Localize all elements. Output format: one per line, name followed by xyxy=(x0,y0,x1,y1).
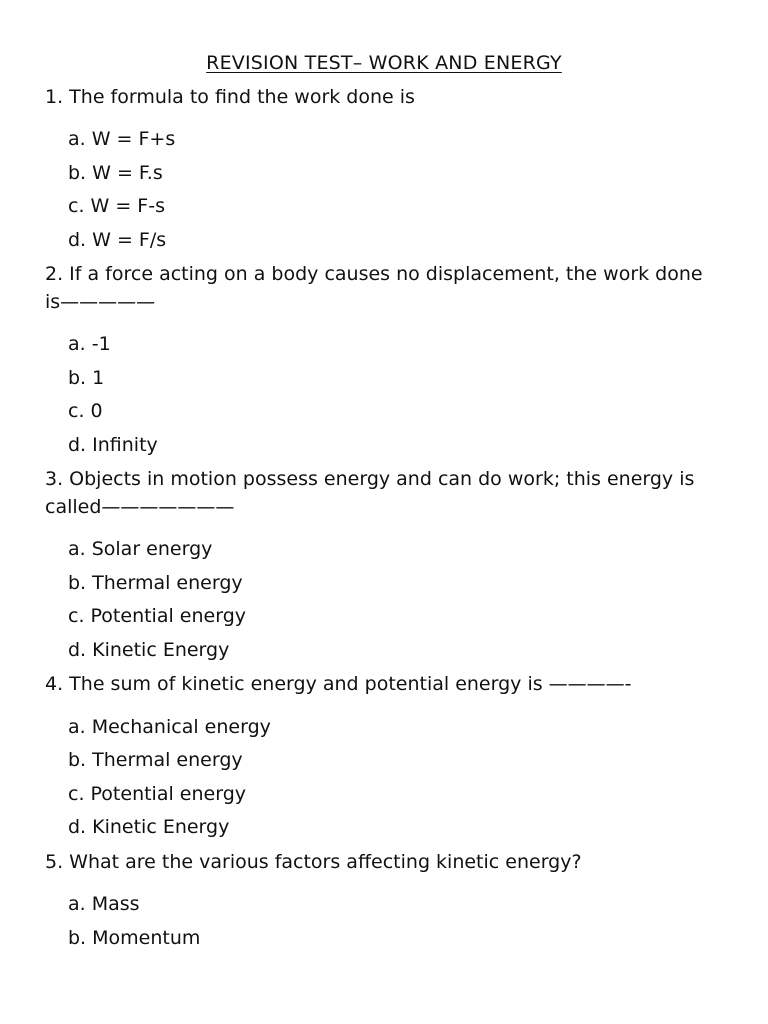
option-list xyxy=(45,888,723,955)
option-b: b. 1 xyxy=(68,366,105,389)
question-4 xyxy=(45,671,723,845)
question-3 xyxy=(45,466,723,667)
question-5 xyxy=(45,849,723,956)
option-a: a. Solar energy xyxy=(68,538,213,561)
option-b: b. W = F.s xyxy=(68,161,163,184)
option-d: d. Infinity xyxy=(68,433,158,456)
option-d: d. W = F/s xyxy=(68,228,167,251)
option-a: a. -1 xyxy=(68,333,111,356)
option-list xyxy=(45,328,723,462)
option-c: c. Potential energy xyxy=(68,782,247,805)
question-text: 3. Objects in motion possess energy and can do work; this energy is called——————— xyxy=(45,468,695,518)
option-d: d. Kinetic Energy xyxy=(68,816,230,839)
option-b: b. Thermal energy xyxy=(68,571,243,594)
question-text: 5. What are the various factors affecting kinetic energy? xyxy=(45,850,582,873)
option-c: c. 0 xyxy=(68,400,103,423)
page-title: REVISION TEST– WORK AND ENERGY xyxy=(206,52,562,74)
question-2 xyxy=(45,261,723,462)
option-list xyxy=(45,711,723,845)
option-c: c. Potential energy xyxy=(68,605,247,628)
question-text: 2. If a force acting on a body causes no displacement, the work done is————— xyxy=(45,263,703,313)
question-text: 4. The sum of kinetic energy and potential energy is ————- xyxy=(45,673,632,696)
question-text: 1. The formula to find the work done is xyxy=(45,85,415,108)
question-1 xyxy=(45,84,723,258)
option-list xyxy=(45,533,723,667)
option-a: a. Mass xyxy=(68,893,140,916)
option-b: b. Momentum xyxy=(68,926,201,949)
option-a: a. W = F+s xyxy=(68,128,176,151)
option-list xyxy=(45,123,723,257)
option-c: c. W = F-s xyxy=(68,195,165,218)
option-b: b. Thermal energy xyxy=(68,749,243,772)
option-a: a. Mechanical energy xyxy=(68,715,271,738)
option-d: d. Kinetic Energy xyxy=(68,638,230,661)
